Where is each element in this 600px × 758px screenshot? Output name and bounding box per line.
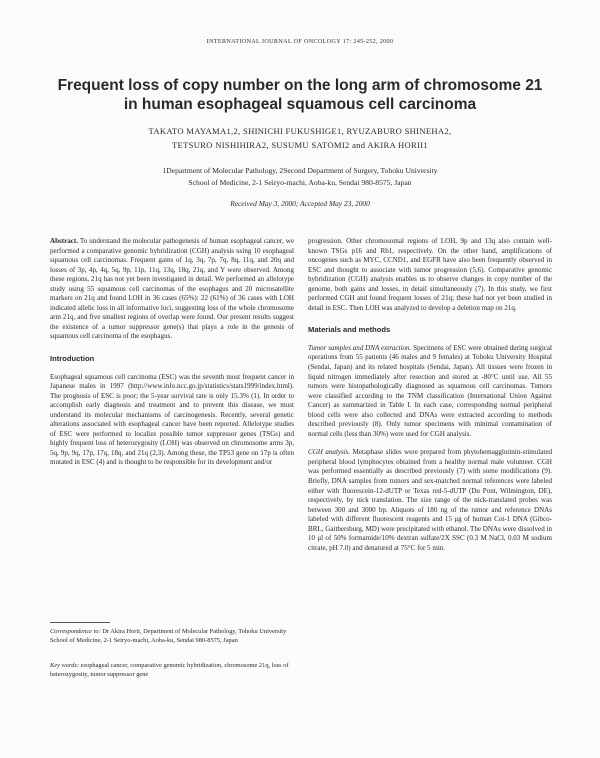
abstract-text: To understand the molecular pathogenesis of human esophageal cancer, we performed a comparative genomic hybridization (CGH) analysis using 10 esophageal squamous cell carcinomas. Frequent gains of 1q, 3q, 7p, 7q, 8q, 11q, and 20q and losses of 3p, 4p, 4q, 5q, 9p, 11p, 11q, 13q, 18q, 21q, and Y were observed. Among these regions, 21q has not yet been investigated in detail. We performed an allelotype study using 55 squamous cell carcinomas of the esophagus and 20 microsatellite markers on 21q and found LOH in 36 cases (65%): 22 (61%) of 36 cases with LOH indicated allelic loss in all informative loci, suggesting loss of the whole chromosome arm 21q, and five smallest regions of overlap were found. Our present results suggest the existence of a tumor suppressor gene(s) that plays a role in the genesis of squamous cell carcinoma of the esophagus. xyxy=(50,237,294,341)
abstract-label: Abstract. xyxy=(50,237,78,245)
tumor-samples-text: Specimens of ESC were obtained during surgical operations from 55 patients (46 males and 9 females) at Tohoku University Hospital (Sendai, Japan) and its related hospitals (Sendai, Japan). All tissues were frozen in liquid nitrogen immediately after resection and stored at -80°C until use. All 55 tumors were histopathologically diagnosed as squamous cell carcinomas. Tumors were classified according to the TNM classification (International Union Against Cancer) as summarized in Table I. In each case, corresponding normal peripheral blood cells were also collected and DNAs were extracted according to methods described previously (8). Only tumor specimens with minimal contamination of normal cells (less than 30%) were used for CGH analysis. xyxy=(308,343,553,438)
correspondence-note xyxy=(50,628,294,646)
section-heading-methods: Materials and methods xyxy=(308,325,391,335)
correspondence-text: Dr Akira Horii, Department of Molecular Pathology, Tohoku University School of Medicine, 2-1 Seiryo-machi, Aoba-ku, Sendai 980-8575, Japan xyxy=(50,628,287,644)
affiliation xyxy=(40,165,560,188)
cgh-analysis-paragraph xyxy=(308,448,552,553)
title-line: Frequent loss of copy number on the long arm of chromosome 21 xyxy=(57,77,543,94)
abstract xyxy=(50,237,294,342)
tumor-samples-label: Tumor samples and DNA extraction. xyxy=(308,343,412,352)
footnote-divider xyxy=(50,622,110,623)
body-paragraph: progression. Other chromosomal regions of LOH, 9p and 13q also contain well-known TSGs p16 and Rb1, respectively. On the other hand, amplifications of oncogenes such as MYC, CCND1, and EGFR have also been frequently observed in ESC and thought to associate with tumor progression (5,6). Comparative genomic hybridization (CGH) analysis enables us to observe changes in copy number of the genome, both gains and losses, in detail simultaneously (7). In this study, we first performed CGH and found frequent losses of 21q; these had not yet been studied in detail in ESC. Then LOH was analyzed to develop a deletion map on 21q. xyxy=(308,237,552,312)
right-column xyxy=(308,237,552,553)
article-title xyxy=(40,76,560,114)
section-heading-introduction: Introduction xyxy=(50,354,95,364)
cgh-analysis-label: CGH analysis. xyxy=(308,448,351,457)
tumor-samples-paragraph xyxy=(308,344,552,439)
author-line: TAKATO MAYAMA1,2, SHINICHI FUKUSHIGE1, RYUZABURO SHINEHA2, xyxy=(148,126,452,136)
journal-header: INTERNATIONAL JOURNAL OF ONCOLOGY 17: 245-252, 2000 xyxy=(206,38,394,45)
author-list xyxy=(40,124,560,152)
cgh-analysis-text: Metaphase slides were prepared from phytohemagglutinin-stimulated peripheral blood lymphocytes obtained from a healthy normal male volunteer. CGH was performed essentially as described previously (7) with some modifications (9). Briefly, DNA samples from tumors and sex-matched normal references were labeled either with fluorescein-12-dUTP or Texas red-5-dUTP (Du Pont, Wilmington, DE), respectively, by nick translation. The size range of the nick-translated probes was between 300 and 3000 bp. Aliquots of 180 ng of the tumor and reference DNAs labeled with different fluorescent reagents and 15 μg of human Cot-1 DNA (Gibco-BRL, Gaithersburg, MD) were precipitated with ethanol. The DNAs were dissolved in 10 μl of 50% formamide/10% dextran sulfate/2X SSC (0.3 M NaCl, 0.03 M sodium citrate, pH 7.0) and denatured at 75°C for 5 min. xyxy=(308,448,552,552)
keywords-label: Key words: xyxy=(50,662,80,669)
affiliation-line: School of Medicine, 2-1 Seiryo-machi, Aoba-ku, Sendai 980-8575, Japan xyxy=(188,177,412,187)
keywords-text: esophageal cancer, comparative genomic hybridization, chromosome 21q, loss of heterozygosity, tumor suppressor gene xyxy=(50,662,289,678)
left-column xyxy=(50,237,294,468)
correspondence-label: Correspondence to: xyxy=(50,628,101,635)
affiliation-line: 1Department of Molecular Pathology, 2Second Department of Surgery, Tohoku University xyxy=(162,166,438,175)
introduction-text: Esophageal squamous cell carcinoma (ESC) was the seventh most frequent cancer in Japanese males in 1997 (http://www.info.ncc.go.jp/statistics/stats1999/index.html). The prognosis of ESC is poor; the 5-year survival rate is only 15.3% (1). In order to accomplish early diagnosis and treatment and to prevent this disease, we must understand its molecular mechanisms of carcinogenesis. Recently, several genetic alterations associated with esophageal cancer have been reported. Allelotype studies of ESC were performed to localize possible tumor suppressor genes (TSGs) and highly frequent loss of heterozygosity (LOH) was observed on chromosome arms 3p, 5q, 9p, 9q, 17p, 17q, 18q, and 21q (2,3). Among these, the TP53 gene on 17p is often mutated in ESC (4) and is thought to be responsible for its development and/or xyxy=(50,372,294,467)
title-line: in human esophageal squamous cell carcinoma xyxy=(123,96,477,113)
keywords-note xyxy=(50,662,294,680)
received-dates: Received May 3, 2000; Accepted May 23, 2000 xyxy=(230,199,370,208)
author-line: TETSURO NISHIHIRA2, SUSUMU SATOMI2 and AKIRA HORII1 xyxy=(171,140,428,150)
